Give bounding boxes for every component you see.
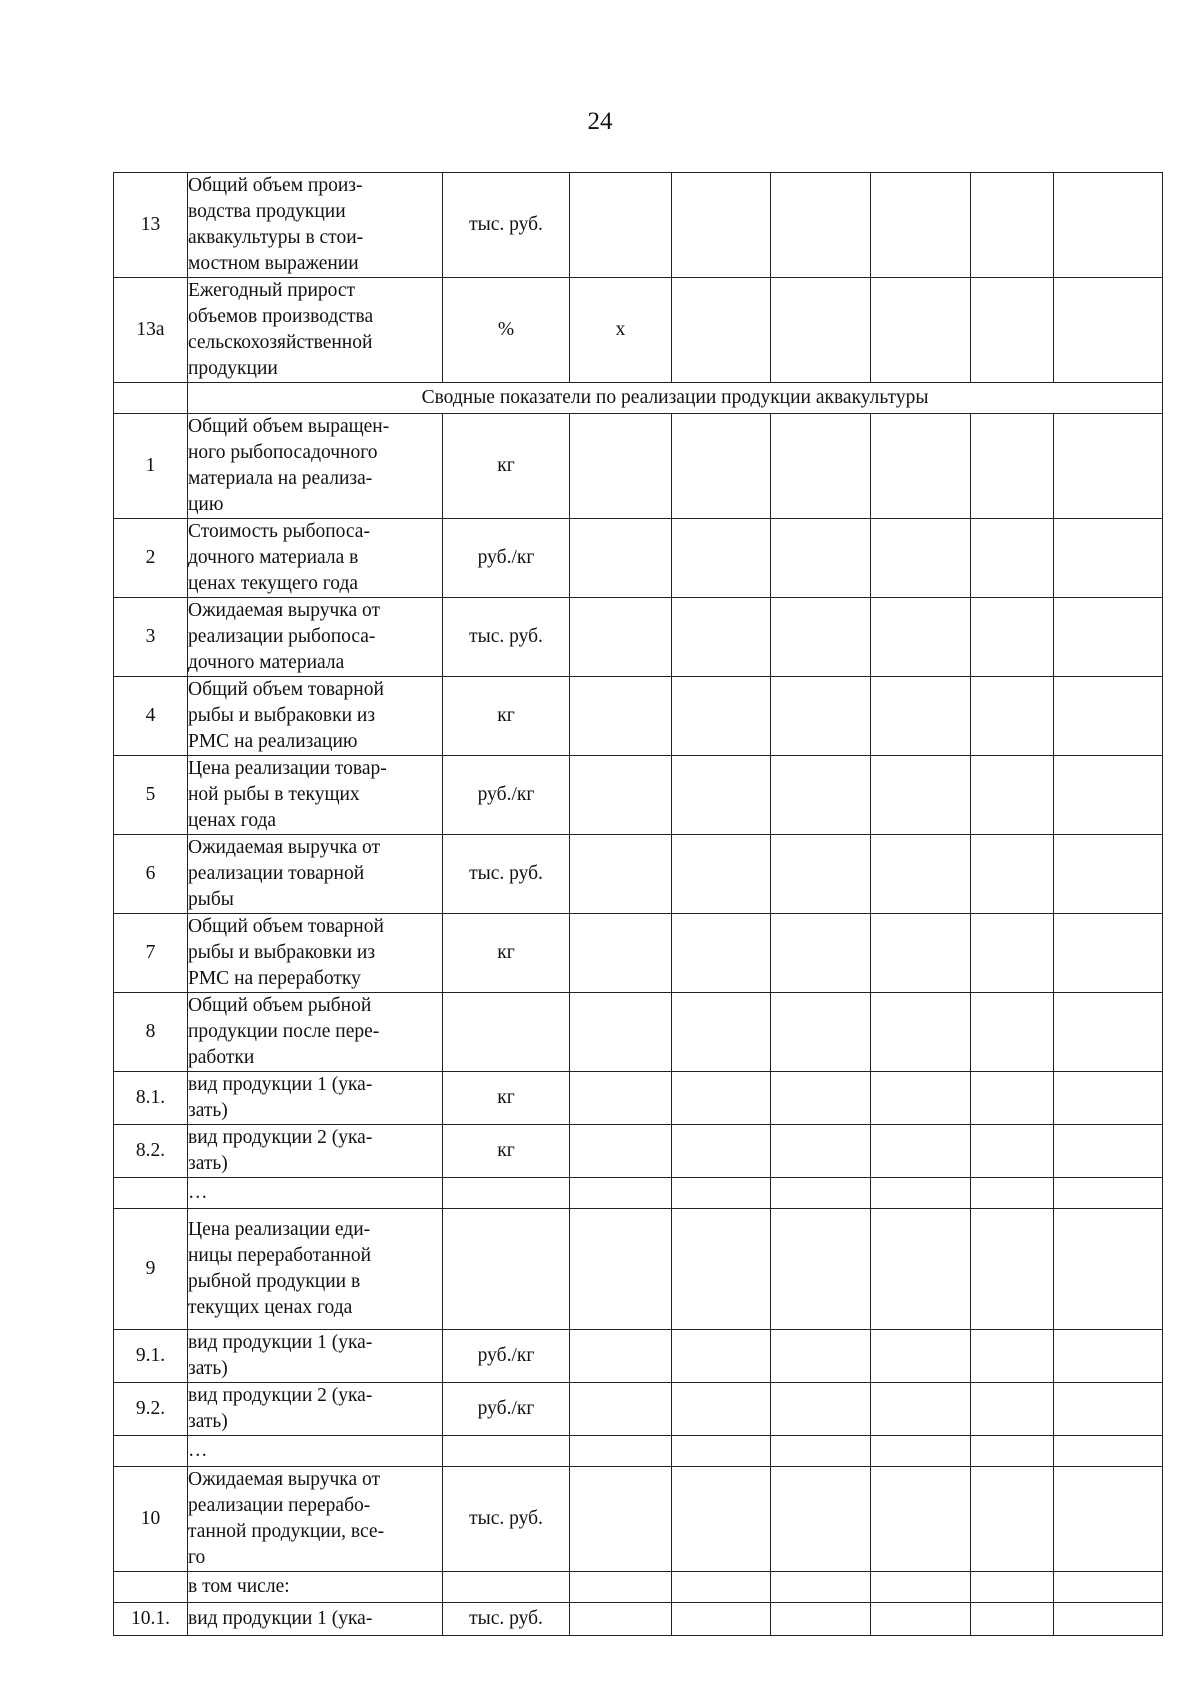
row-name-line: цию <box>188 494 224 515</box>
value-cell <box>871 914 971 993</box>
row-name-line: реализации рыбопоса- <box>188 626 376 647</box>
row-unit: тыс. руб. <box>443 835 570 914</box>
section-row <box>114 383 1163 414</box>
value-cell <box>871 1383 971 1436</box>
row-unit: руб./кг <box>443 519 570 598</box>
table-row <box>114 1209 1163 1330</box>
table-row <box>114 1572 1163 1603</box>
value-cell <box>672 835 771 914</box>
row-name <box>188 1383 443 1436</box>
value-cell <box>871 414 971 519</box>
value-cell <box>771 1330 871 1383</box>
row-number: 8.1. <box>114 1072 188 1125</box>
row-name-line: Общий объем произ- <box>188 175 363 196</box>
table-row <box>114 1178 1163 1209</box>
value-cell <box>570 1383 672 1436</box>
row-name-line: Ежегодный прирост <box>188 280 356 301</box>
row-unit: % <box>443 278 570 383</box>
row-name <box>188 173 443 278</box>
value-cell <box>1054 278 1163 383</box>
value-cell <box>771 756 871 835</box>
row-unit: тыс. руб. <box>443 1467 570 1572</box>
value-cell <box>971 1436 1054 1467</box>
value-cell <box>570 1330 672 1383</box>
value-cell <box>1054 1209 1163 1330</box>
row-number: 9.2. <box>114 1383 188 1436</box>
row-name-line: ной рыбы в текущих <box>188 784 360 805</box>
row-name <box>188 1467 443 1572</box>
value-cell <box>570 1125 672 1178</box>
table-row <box>114 278 1163 383</box>
table-row <box>114 677 1163 756</box>
row-name-line: зать) <box>188 1153 228 1174</box>
value-cell <box>871 756 971 835</box>
value-cell <box>871 993 971 1072</box>
row-name-line: вид продукции 2 (ука- <box>188 1127 373 1148</box>
row-name-line: продукции <box>188 358 278 379</box>
row-name <box>188 914 443 993</box>
value-cell <box>570 756 672 835</box>
row-name <box>188 835 443 914</box>
row-name-line: мостном выражении <box>188 253 359 274</box>
row-unit: руб./кг <box>443 1330 570 1383</box>
value-cell <box>971 993 1054 1072</box>
value-cell <box>771 914 871 993</box>
row-name <box>188 1436 443 1467</box>
row-name-line: реализации перерабо- <box>188 1495 371 1516</box>
value-cell <box>871 1467 971 1572</box>
value-cell <box>971 173 1054 278</box>
table-row <box>114 1125 1163 1178</box>
value-cell <box>1054 914 1163 993</box>
value-cell <box>971 1467 1054 1572</box>
value-cell <box>971 1125 1054 1178</box>
row-name-line: Ожидаемая выручка от <box>188 1469 381 1490</box>
row-unit: тыс. руб. <box>443 1603 570 1636</box>
value-cell <box>871 1209 971 1330</box>
value-cell <box>771 1572 871 1603</box>
row-name-line: работки <box>188 1047 255 1068</box>
value-cell <box>871 1603 971 1636</box>
row-name-line: рыбы <box>188 889 234 910</box>
value-cell <box>871 835 971 914</box>
row-number: 9.1. <box>114 1330 188 1383</box>
row-name-line: рыбы и выбраковки из <box>188 942 376 963</box>
row-name <box>188 1603 443 1636</box>
value-cell <box>672 1436 771 1467</box>
table-row <box>114 1072 1163 1125</box>
row-name <box>188 598 443 677</box>
row-unit: руб./кг <box>443 756 570 835</box>
value-cell <box>871 1436 971 1467</box>
value-cell <box>672 414 771 519</box>
value-cell: х <box>570 278 672 383</box>
value-cell <box>1054 677 1163 756</box>
value-cell <box>672 173 771 278</box>
row-name-line: вид продукции 2 (ука- <box>188 1385 373 1406</box>
value-cell <box>672 1072 771 1125</box>
value-cell <box>570 914 672 993</box>
value-cell <box>1054 598 1163 677</box>
row-name-line: рыбы и выбраковки из <box>188 705 376 726</box>
row-name-line: Цена реализации еди- <box>188 1219 371 1240</box>
table-row <box>114 756 1163 835</box>
row-number <box>114 1572 188 1603</box>
value-cell <box>771 1209 871 1330</box>
page-number: 24 <box>587 108 613 135</box>
value-cell <box>771 993 871 1072</box>
row-number: 5 <box>114 756 188 835</box>
row-unit: тыс. руб. <box>443 598 570 677</box>
row-name-line: Ожидаемая выручка от <box>188 600 381 621</box>
row-name-line: водства продукции <box>188 201 346 222</box>
value-cell <box>570 173 672 278</box>
row-name-line: вид продукции 1 (ука- <box>188 1332 373 1353</box>
row-name-line: Стоимость рыбопоса- <box>188 521 370 542</box>
value-cell <box>570 1572 672 1603</box>
row-name <box>188 1072 443 1125</box>
value-cell <box>570 598 672 677</box>
value-cell <box>1054 414 1163 519</box>
value-cell <box>1054 993 1163 1072</box>
value-cell <box>871 598 971 677</box>
row-number: 2 <box>114 519 188 598</box>
value-cell <box>971 1572 1054 1603</box>
table-row <box>114 1467 1163 1572</box>
row-unit: руб./кг <box>443 1383 570 1436</box>
table-row <box>114 1603 1163 1636</box>
table-body <box>114 173 1163 1636</box>
value-cell <box>570 1072 672 1125</box>
value-cell <box>570 1603 672 1636</box>
row-name-line: РМС на реализацию <box>188 731 358 752</box>
value-cell <box>570 835 672 914</box>
row-number <box>114 1436 188 1467</box>
value-cell <box>771 1178 871 1209</box>
value-cell <box>871 1330 971 1383</box>
value-cell <box>672 598 771 677</box>
value-cell <box>871 278 971 383</box>
value-cell <box>871 519 971 598</box>
row-number: 13а <box>114 278 188 383</box>
row-name <box>188 414 443 519</box>
row-unit <box>443 1572 570 1603</box>
row-number: 8 <box>114 993 188 1072</box>
value-cell <box>971 414 1054 519</box>
value-cell <box>1054 1467 1163 1572</box>
row-name-line: ценах текущего года <box>188 573 359 594</box>
row-number: 6 <box>114 835 188 914</box>
value-cell <box>971 598 1054 677</box>
value-cell <box>771 173 871 278</box>
row-name-line: материала на реализа- <box>188 468 373 489</box>
row-unit: кг <box>443 1125 570 1178</box>
table-row <box>114 835 1163 914</box>
row-name-line: … <box>188 1440 208 1461</box>
row-name-line: дочного материала в <box>188 547 359 568</box>
row-name-line: Цена реализации товар- <box>188 758 387 779</box>
table-row <box>114 914 1163 993</box>
value-cell <box>672 1572 771 1603</box>
row-name-line: ценах года <box>188 810 277 831</box>
value-cell <box>672 914 771 993</box>
value-cell <box>971 677 1054 756</box>
value-cell <box>771 519 871 598</box>
value-cell <box>672 1603 771 1636</box>
row-unit: кг <box>443 914 570 993</box>
row-name <box>188 1209 443 1330</box>
value-cell <box>971 914 1054 993</box>
table-row <box>114 1383 1163 1436</box>
value-cell <box>971 1072 1054 1125</box>
value-cell <box>971 1383 1054 1436</box>
row-name-line: го <box>188 1547 206 1568</box>
row-number: 1 <box>114 414 188 519</box>
row-name-line: сельскохозяйственной <box>188 332 373 353</box>
row-name-line: аквакультуры в стои- <box>188 227 364 248</box>
value-cell <box>971 1330 1054 1383</box>
row-name-line: РМС на переработку <box>188 968 361 989</box>
row-name <box>188 993 443 1072</box>
value-cell <box>672 1178 771 1209</box>
value-cell <box>871 1072 971 1125</box>
value-cell <box>871 173 971 278</box>
value-cell <box>672 519 771 598</box>
row-number: 4 <box>114 677 188 756</box>
row-name-line: вид продукции 1 (ука- <box>188 1074 373 1095</box>
row-name-line: Общий объем рыбной <box>188 995 372 1016</box>
row-name <box>188 278 443 383</box>
value-cell <box>771 1383 871 1436</box>
row-name-line: объемов производства <box>188 306 374 327</box>
row-name-line: зать) <box>188 1411 228 1432</box>
value-cell <box>771 1603 871 1636</box>
value-cell <box>771 598 871 677</box>
row-name-line: рыбной продукции в <box>188 1271 361 1292</box>
value-cell <box>672 1209 771 1330</box>
value-cell <box>672 1383 771 1436</box>
row-name-line: текущих ценах года <box>188 1297 353 1318</box>
value-cell <box>672 1467 771 1572</box>
value-cell <box>771 1072 871 1125</box>
row-name <box>188 1178 443 1209</box>
row-number: 9 <box>114 1209 188 1330</box>
value-cell <box>672 1330 771 1383</box>
row-number: 10.1. <box>114 1603 188 1636</box>
row-number: 10 <box>114 1467 188 1572</box>
value-cell <box>1054 173 1163 278</box>
value-cell <box>570 1178 672 1209</box>
value-cell <box>1054 1383 1163 1436</box>
row-name-line: Общий объем товарной <box>188 679 384 700</box>
value-cell <box>672 993 771 1072</box>
value-cell <box>871 677 971 756</box>
value-cell <box>570 1209 672 1330</box>
row-name-line: ного рыбопосадочного <box>188 442 378 463</box>
row-unit: кг <box>443 1072 570 1125</box>
row-number <box>114 383 188 414</box>
value-cell <box>971 1178 1054 1209</box>
value-cell <box>570 519 672 598</box>
value-cell <box>1054 1603 1163 1636</box>
value-cell <box>771 1467 871 1572</box>
row-name-line: в том числе: <box>188 1576 290 1597</box>
row-name-line: Ожидаемая выручка от <box>188 837 381 858</box>
row-unit <box>443 1436 570 1467</box>
table-row <box>114 993 1163 1072</box>
row-name-line: зать) <box>188 1100 228 1121</box>
value-cell <box>1054 1436 1163 1467</box>
row-unit: кг <box>443 414 570 519</box>
row-unit: тыс. руб. <box>443 173 570 278</box>
value-cell <box>771 1125 871 1178</box>
value-cell <box>971 519 1054 598</box>
row-name <box>188 519 443 598</box>
value-cell <box>1054 519 1163 598</box>
value-cell <box>1054 756 1163 835</box>
row-name-line: продукции после пере- <box>188 1021 380 1042</box>
table-row <box>114 519 1163 598</box>
row-number: 13 <box>114 173 188 278</box>
value-cell <box>1054 1072 1163 1125</box>
value-cell <box>871 1572 971 1603</box>
value-cell <box>971 1603 1054 1636</box>
value-cell <box>971 756 1054 835</box>
row-number: 7 <box>114 914 188 993</box>
row-number: 8.2. <box>114 1125 188 1178</box>
row-name <box>188 1330 443 1383</box>
value-cell <box>570 414 672 519</box>
value-cell <box>570 1436 672 1467</box>
table-row <box>114 414 1163 519</box>
row-name <box>188 677 443 756</box>
value-cell <box>771 414 871 519</box>
value-cell <box>570 993 672 1072</box>
value-cell <box>771 278 871 383</box>
row-name-line: танной продукции, все- <box>188 1521 385 1542</box>
row-name-line: ницы переработанной <box>188 1245 372 1266</box>
table-row <box>114 173 1163 278</box>
value-cell <box>771 677 871 756</box>
value-cell <box>672 278 771 383</box>
row-name-line: Общий объем выращен- <box>188 416 390 437</box>
value-cell <box>971 278 1054 383</box>
row-unit <box>443 1209 570 1330</box>
row-name-line: … <box>188 1182 208 1203</box>
value-cell <box>1054 835 1163 914</box>
table-row <box>114 1436 1163 1467</box>
row-name <box>188 1572 443 1603</box>
row-name-line: зать) <box>188 1358 228 1379</box>
value-cell <box>771 835 871 914</box>
value-cell <box>1054 1178 1163 1209</box>
row-name-line: дочного материала <box>188 652 345 673</box>
indicators-table <box>113 172 1163 1636</box>
value-cell <box>570 677 672 756</box>
value-cell <box>1054 1125 1163 1178</box>
row-name <box>188 1125 443 1178</box>
section-title: Сводные показатели по реализации продукции аквакультуры <box>188 383 1163 414</box>
row-unit: кг <box>443 677 570 756</box>
value-cell <box>771 1436 871 1467</box>
value-cell <box>672 1125 771 1178</box>
row-name-line: Общий объем товарной <box>188 916 384 937</box>
value-cell <box>672 677 771 756</box>
value-cell <box>1054 1330 1163 1383</box>
row-number: 3 <box>114 598 188 677</box>
value-cell <box>570 1467 672 1572</box>
row-name <box>188 756 443 835</box>
value-cell <box>971 1209 1054 1330</box>
row-name-line: вид продукции 1 (ука- <box>188 1608 373 1629</box>
row-number <box>114 1178 188 1209</box>
value-cell <box>871 1125 971 1178</box>
value-cell <box>871 1178 971 1209</box>
value-cell <box>971 835 1054 914</box>
table-row <box>114 1330 1163 1383</box>
row-unit <box>443 993 570 1072</box>
value-cell <box>1054 1572 1163 1603</box>
row-name-line: реализации товарной <box>188 863 365 884</box>
value-cell <box>672 756 771 835</box>
row-unit <box>443 1178 570 1209</box>
table-row <box>114 598 1163 677</box>
